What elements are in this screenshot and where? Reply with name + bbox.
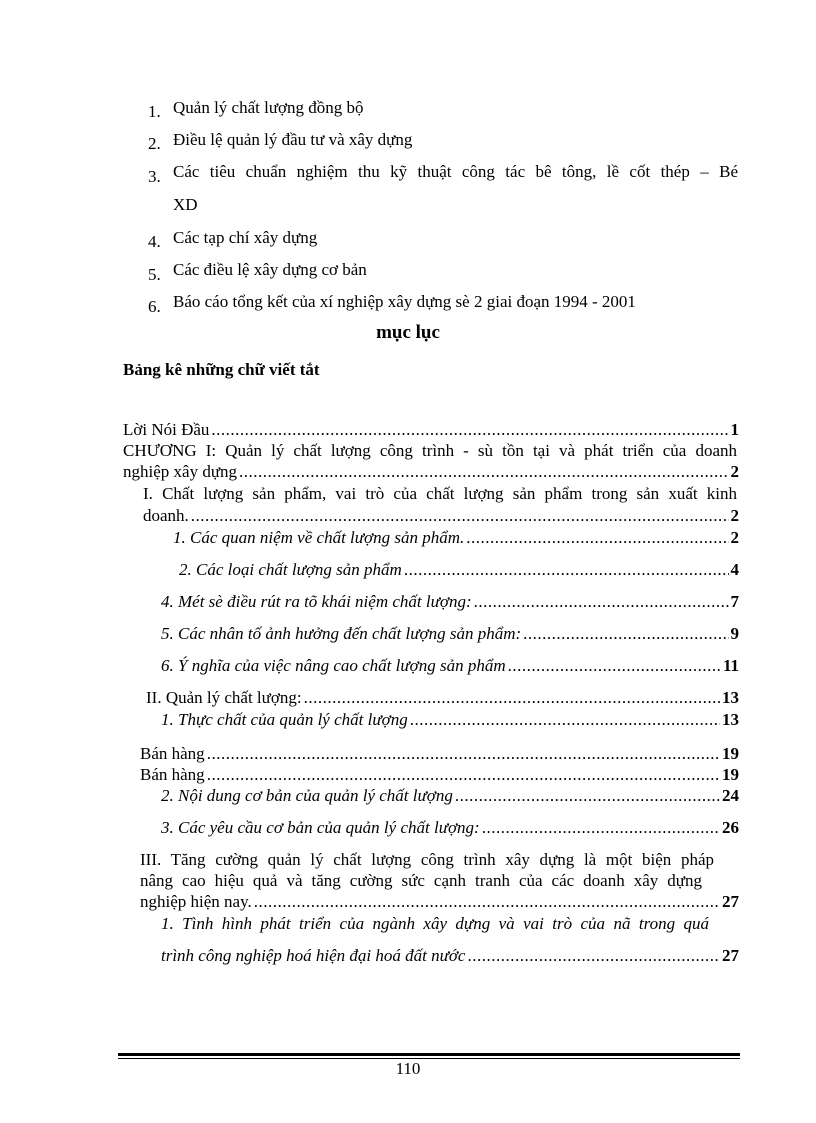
- page-number: 110: [395, 1059, 421, 1078]
- reference-text: Các tiêu chuẩn nghiệm thu kỹ thuật công tác bê tông, lề cốt thép – Bé: [173, 162, 738, 181]
- toc-entry-page: 2: [730, 462, 739, 481]
- toc-entry[interactable]: [161, 592, 739, 612]
- reference-text: Báo cáo tổng kết của xí nghiệp xây dựng sè 2 giai đoạn 1994 - 2001: [173, 292, 636, 311]
- toc-leader: [404, 560, 729, 580]
- toc-entry[interactable]: [173, 528, 739, 548]
- toc-entry[interactable]: [161, 710, 739, 730]
- toc-entry-title: trình công nghiệp hoá hiện đại hoá đất nước: [161, 946, 466, 965]
- toc-entry-page: 27: [722, 892, 739, 911]
- toc-entry-title: 3. Các yêu cầu cơ bản của quản lý chất lượng:: [161, 818, 480, 837]
- toc-leader: [455, 786, 720, 806]
- reference-text: Quản lý chất lượng đồng bộ: [173, 98, 364, 117]
- toc-entry[interactable]: [140, 765, 739, 785]
- toc-entry-title: 1. Thực chất của quản lý chất lượng: [161, 710, 408, 729]
- toc-entry-title: 6. Ý nghĩa của việc nâng cao chất lượng sản phẩm: [161, 656, 506, 675]
- toc-entry-title: Lời Nói Đầu: [123, 420, 210, 439]
- toc-entry-title[interactable]: 1. Tình hình phát triển của ngành xây dựng và vai trò của nã trong quá: [161, 914, 709, 933]
- toc-entry-title: 4. Mét sè điều rút ra tõ khái niệm chất lượng:: [161, 592, 472, 611]
- toc-entry-title: 5. Các nhân tố ảnh hưởng đến chất lượng sản phẩm:: [161, 624, 522, 643]
- toc-leader: [523, 624, 728, 644]
- toc-leader: [474, 592, 729, 612]
- toc-entry-title: doanh.: [143, 506, 189, 525]
- toc-leader: [508, 656, 721, 676]
- toc-entry[interactable]: [140, 892, 739, 912]
- toc-leader: [482, 818, 720, 838]
- toc-entry[interactable]: [161, 786, 739, 806]
- reference-text: Điều lệ quản lý đầu tư và xây dựng: [173, 130, 413, 149]
- toc-entry-title: 1. Các quan niệm về chất lượng sản phẩm.: [173, 528, 465, 547]
- toc-entry-page: 13: [722, 710, 739, 729]
- toc-entry-page: 9: [730, 624, 739, 643]
- toc-leader: [191, 506, 729, 526]
- toc-entry[interactable]: [146, 688, 739, 708]
- toc-entry-title: Bán hàng: [140, 765, 205, 784]
- toc-leader: [254, 892, 720, 912]
- reference-number: 2.: [148, 134, 161, 153]
- toc-entry[interactable]: [123, 420, 739, 440]
- toc-entry[interactable]: [161, 624, 739, 644]
- toc-entry-title: 2. Các loại chất lượng sản phẩm: [179, 560, 402, 579]
- toc-entry[interactable]: [179, 560, 739, 580]
- toc-entry[interactable]: [123, 462, 739, 482]
- toc-entry[interactable]: [161, 656, 739, 676]
- toc-leader: [304, 688, 720, 708]
- toc-entry-page: 11: [722, 656, 739, 675]
- reference-text-continued: XD: [173, 195, 198, 214]
- toc-entry-title[interactable]: nâng cao hiệu quả và tăng cường sức cạnh tranh của các doanh xây dựng: [140, 871, 702, 890]
- toc-entry-page: 19: [722, 744, 739, 763]
- reference-number: 6.: [148, 297, 161, 316]
- toc-leader: [410, 710, 720, 730]
- toc-leader: [207, 744, 720, 764]
- toc-entry-title[interactable]: I. Chất lượng sản phẩm, vai trò của chất lượng sản phẩm trong sản xuất kinh: [143, 484, 737, 503]
- toc-entry-page: 27: [722, 946, 739, 965]
- toc-leader: [211, 420, 728, 440]
- abbreviations-heading: Bảng kê những chữ viết tắt: [123, 360, 320, 379]
- toc-leader: [207, 765, 720, 785]
- toc-entry-title: nghiệp hiện nay.: [140, 892, 252, 911]
- toc-entry-title: 2. Nội dung cơ bản của quản lý chất lượng: [161, 786, 453, 805]
- reference-number: 3.: [148, 167, 161, 186]
- reference-text: Các điều lệ xây dựng cơ bản: [173, 260, 367, 279]
- toc-entry-page: 7: [730, 592, 739, 611]
- toc-entry-title: Bán hàng: [140, 744, 205, 763]
- toc-entry-title: nghiệp xây dựng: [123, 462, 238, 481]
- toc-leader: [466, 528, 728, 548]
- reference-number: 4.: [148, 232, 161, 251]
- toc-entry-page: 2: [730, 528, 739, 547]
- toc-entry-title: II. Quản lý chất lượng:: [146, 688, 302, 707]
- toc-entry-page: 19: [722, 765, 739, 784]
- reference-number: 1.: [148, 102, 161, 121]
- toc-entry[interactable]: [161, 946, 739, 966]
- toc-entry-page: 26: [722, 818, 739, 837]
- toc-entry-page: 1: [730, 420, 739, 439]
- toc-entry-page: 13: [722, 688, 739, 707]
- footer-rule: [118, 1053, 740, 1056]
- page-title: mục lục: [376, 322, 440, 343]
- toc-leader: [239, 462, 728, 482]
- toc-entry-page: 4: [730, 560, 739, 579]
- toc-entry-title[interactable]: III. Tăng cường quản lý chất lượng công trình xây dựng là một biện pháp: [140, 850, 714, 869]
- reference-number: 5.: [148, 265, 161, 284]
- toc-entry-title[interactable]: CHƯƠNG I: Quản lý chất lượng công trình - sù tồn tại và phát triển của doanh: [123, 441, 737, 460]
- toc-entry[interactable]: [143, 506, 739, 526]
- toc-leader: [467, 946, 720, 966]
- toc-entry[interactable]: [161, 818, 739, 838]
- toc-entry-page: 2: [730, 506, 739, 525]
- toc-entry[interactable]: [140, 744, 739, 764]
- toc-entry-page: 24: [722, 786, 739, 805]
- reference-text: Các tạp chí xây dựng: [173, 228, 318, 247]
